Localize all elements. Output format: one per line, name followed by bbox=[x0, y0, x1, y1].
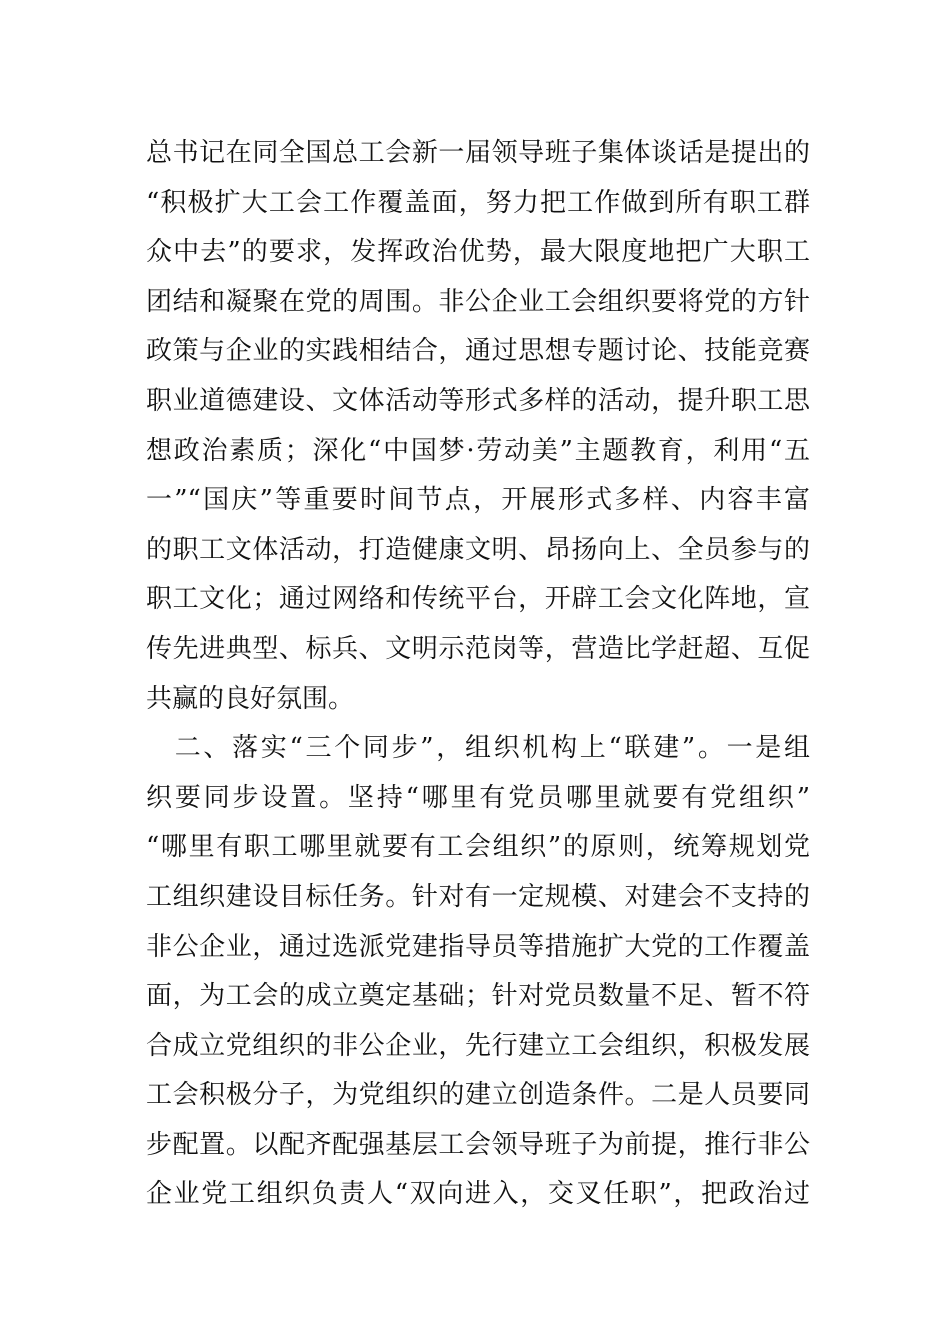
text-line: 总书记在同全国总工会新一届领导班子集体谈话是提出的 bbox=[146, 138, 810, 168]
text-line: 非公企业，通过选派党建指导员等措施扩大党的工作覆盖 bbox=[146, 931, 810, 962]
text-line: 工会积极分子，为党组织的建立创造条件。二是人员要同 bbox=[146, 1080, 810, 1111]
text-line: 众中去”的要求，发挥政治优势，最大限度地把广大职工 bbox=[146, 237, 810, 268]
text-line: 政策与企业的实践相结合，通过思想专题讨论、技能竞赛 bbox=[146, 336, 810, 367]
text-line: 合成立党组织的非公企业，先行建立工会组织，积极发展 bbox=[146, 1030, 810, 1061]
text-line: 传先进典型、标兵、文明示范岗等，营造比学赶超、互促 bbox=[146, 633, 810, 664]
paragraph-end-line: 共赢的良好氛围。 bbox=[146, 683, 355, 714]
text-line: 一”“国庆”等重要时间节点，开展形式多样、内容丰富 bbox=[146, 485, 810, 516]
text-line: 织要同步设置。坚持“哪里有党员哪里就要有党组织” bbox=[146, 782, 810, 813]
text-line: 职工文化；通过网络和传统平台，开辟工会文化阵地，宣 bbox=[146, 584, 810, 615]
paragraph-start-line: 二、落实“三个同步”，组织机构上“联建”。一是组 bbox=[146, 733, 810, 764]
text-line: 的职工文体活动，打造健康文明、昂扬向上、全员参与的 bbox=[146, 534, 810, 565]
text-line: 团结和凝聚在党的周围。非公企业工会组织要将党的方针 bbox=[146, 286, 810, 317]
document-body bbox=[146, 130, 810, 1221]
text-line: 企业党工组织负责人“双向进入，交叉任职”，把政治过 bbox=[146, 1179, 810, 1210]
text-line: 步配置。以配齐配强基层工会领导班子为前提，推行非公 bbox=[146, 1129, 810, 1160]
text-line: “哪里有职工哪里就要有工会组织”的原则，统筹规划党 bbox=[146, 832, 810, 863]
text-line: 职业道德建设、文体活动等形式多样的活动，提升职工思 bbox=[146, 385, 810, 416]
text-line: “积极扩大工会工作覆盖面，努力把工作做到所有职工群 bbox=[146, 187, 810, 218]
text-line: 想政治素质；深化“中国梦·劳动美”主题教育，利用“五 bbox=[146, 435, 810, 466]
text-line: 工组织建设目标任务。针对有一定规模、对建会不支持的 bbox=[146, 881, 810, 912]
text-line: 面，为工会的成立奠定基础；针对党员数量不足、暂不符 bbox=[146, 981, 810, 1012]
